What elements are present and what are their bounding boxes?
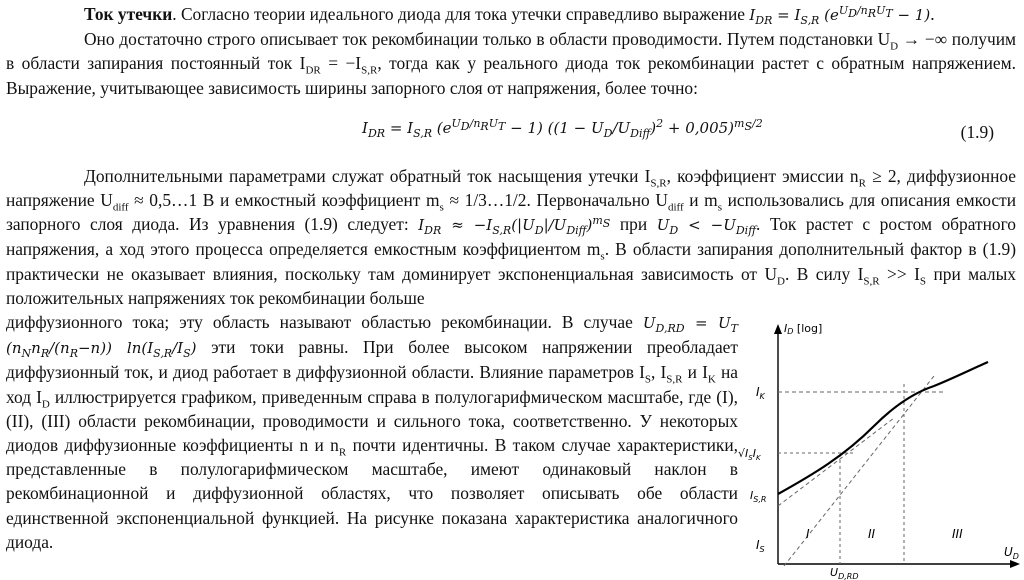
x-axis-label: $U_D$	[1004, 545, 1019, 561]
x-axis-arrow-icon	[1010, 560, 1020, 568]
region-2-label: II	[868, 527, 876, 541]
region-1-label: I	[806, 527, 810, 541]
paragraph-recombination: Оно достаточно строго описывает ток рекомбинации только в области проводимости. Путем подстановки $U_D$ → −∞ получим в области запирания постоянный ток $I_{DR} = -I_{S,R}$, тогда как у реального диода ток рекомбинации растет с обратным напряжением. Выражение, учитывающее зависимость ширины запорного слоя от напряжения, более точно:	[6, 29, 1016, 98]
equation-expression: $I_{DR} = I_{S,R}$ $(e^{U_D/n_RU_T} - 1) ((1 - U_D/U_{Diff})^2 + 0,005)^{m_S/2}$	[362, 116, 763, 140]
udrd-label: $U_{D,RD}$	[830, 566, 859, 580]
paragraph-diffusion: диффузионного тока; эту область называют областью рекомбинации. В случае $U_{D,RD} = U_T$ $(n_Nn_R/(n_R-n))$ $\ln(I_{S,R}/I_S)$ эти токи равны. При более высоком напряжении преобладает диффузионный ток, и диод работает в диффузионной области. Влияние параметров $I_S$, $I_{S,R}$ и $I_K$ на ход $I_D$ иллюстрируется графиком, приведенным справа в полулогарифмическом масштабе, где (I), (II), (III) области рекомбинации, проводимости и сильного тока, соответственно. У некоторых диодов диффузионные коэффициенты n и $n_R$ почти идентичны. В таком случае характеристики, представленные в полулогарифмическом масштабе, имеют одинаковый наклон в рекомбинационной и диффузионной областях, что позволяет описывать обе области единственной экспоненциальной функцией. На рисунке показана характеристика аналогичного диода.	[6, 312, 739, 552]
isr-label: $I_{S,R}$	[750, 489, 767, 504]
diode-characteristic-figure	[734, 316, 1024, 580]
y-axis-label: ID [log]	[784, 322, 823, 336]
inline-formula-idr: $I_{DR} = I_{S,R}$ $(e^{U_D/n_RU_T} - 1)$	[749, 4, 931, 27]
equation-number: (1.9)	[960, 121, 994, 142]
wrapped-column	[6, 310, 738, 554]
recombination-asymptote	[778, 418, 894, 506]
paragraph-parameters: Дополнительными параметрами служат обратный ток насыщения утечки $I_{S,R}$, коэффициент эмиссии $n_R \ge 2$, диффузионное напряжение $U_{diff}$ ≈ 0,5…1 В и емкостный коэффициент $m_s$ ≈ 1/3…1/2. Первоначально $U_{diff}$ и $m_s$ использовались для описания емкости запорного слоя диода. Из уравнения (1.9) следует: $I_{DR} \approx -I_{S,R}(|U_D|/U_{Diff})^{m_S}$ при $U_D < -U_{Diff}$. Ток растет с ростом обратного напряжения, а ход этого процесса определяется емкостным коэффициентом $m_s$. В области запирания дополнительный фактор в (1.9) практически не оказывает влияния, поскольку там доминирует экспоненциальная зависимость от $U_D$. В силу $I_{S,R} >> I_S$ при малых положительных напряжениях ток рекомбинации больше	[6, 165, 1017, 308]
region-3-label: III	[952, 527, 963, 541]
sqrt-label: $√I_SI_K$	[738, 447, 761, 462]
y-axis-arrow-icon	[774, 324, 782, 334]
equation-1-9	[6, 102, 1016, 164]
diode-graph	[734, 316, 1024, 580]
id-characteristic-curve	[778, 362, 988, 494]
section-heading: Ток утечки	[84, 4, 173, 24]
is-label: $I_S$	[756, 538, 765, 554]
paragraph-leakage-current: Ток утечки. Согласно теории идеального диода для тока утечки справедливо выражение $I_{DR} = I_{S,R}$ $(e^{U_D/n_RU_T} - 1)$.	[84, 4, 935, 27]
ik-label: $I_K$	[756, 385, 765, 401]
